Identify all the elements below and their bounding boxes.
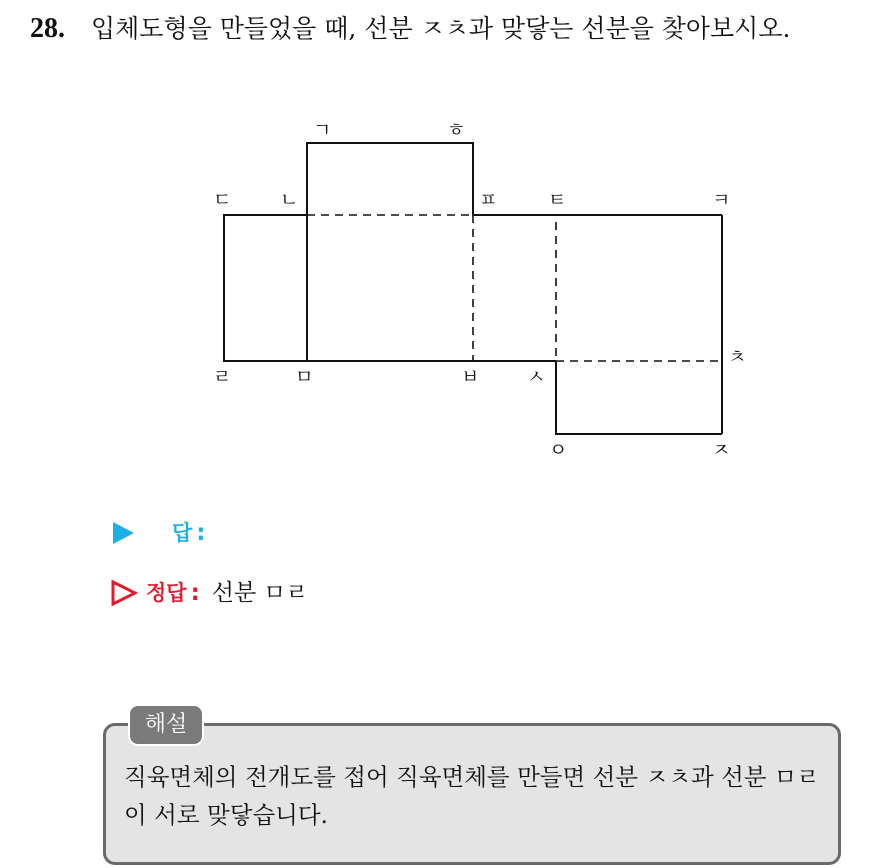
vertex-label: ㅇ bbox=[549, 439, 568, 461]
vertex-label: ㄹ bbox=[213, 366, 232, 388]
vertex-label: ㅋ bbox=[712, 189, 731, 211]
vertex-label: ㄴ bbox=[280, 189, 299, 211]
vertex-label: ㅌ bbox=[548, 189, 567, 211]
filled-triangle-icon bbox=[110, 520, 136, 546]
vertex-label: ㅍ bbox=[479, 189, 498, 211]
vertex-label: ㄷ bbox=[213, 189, 232, 211]
correct-answer-colon: : bbox=[190, 580, 200, 606]
explanation-text: 직육면체의 전개도를 접어 직육면체를 만들면 선분 ㅈㅊ과 선분 ㅁㄹ이 서로 맞닿습니다. bbox=[124, 763, 820, 829]
vertex-label: ㅊ bbox=[728, 346, 747, 368]
fold-lines bbox=[307, 215, 722, 361]
question-text: 입체도형을 만들었을 때, 선분 ㅈㅊ과 맞닿는 선분을 찾아보시오. bbox=[91, 14, 791, 43]
vertex-label: ㅂ bbox=[461, 366, 480, 388]
vertex-label: ㅎ bbox=[447, 119, 466, 141]
answer-row bbox=[110, 518, 218, 548]
outlined-triangle-icon bbox=[110, 579, 138, 607]
vertex-label: ㅅ bbox=[527, 366, 546, 388]
left-face-outline bbox=[224, 215, 307, 361]
vertex-label: ㅈ bbox=[712, 439, 731, 461]
top-face-outline bbox=[307, 143, 473, 215]
answer-colon: : bbox=[196, 520, 206, 546]
vertex-labels bbox=[213, 119, 746, 461]
explanation-tag: 해설 bbox=[128, 704, 204, 746]
correct-answer-value: 선분 ㅁㄹ bbox=[211, 580, 308, 606]
vertex-label: ㄱ bbox=[313, 119, 332, 141]
bottom-face-outline bbox=[556, 361, 722, 434]
correct-answer-row bbox=[110, 578, 308, 608]
question-number: 28. bbox=[30, 13, 65, 44]
correct-answer-label: 정답 bbox=[146, 581, 187, 605]
vertex-label: ㅁ bbox=[295, 366, 314, 388]
answer-label: 답 bbox=[172, 521, 193, 545]
